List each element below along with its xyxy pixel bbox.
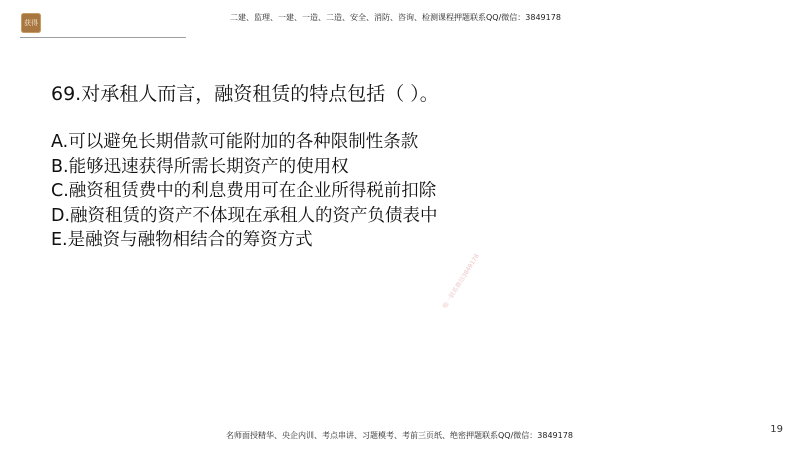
watermark: 唯一联系微信3849178 [441,252,481,310]
header-divider [20,37,186,38]
option-b: B.能够迅速获得所需长期资产的使用权 [51,156,349,177]
logo-text: 获得 [24,18,38,27]
brand-logo [21,13,41,33]
page-number: 19 [770,424,783,435]
footer-contact-text: 名师面授精华、央企内训、考点串讲、习题模考、考前三页纸、绝密押题联系QQ/微信：3849178 [226,431,573,440]
option-e: E.是融资与融物相结合的筹资方式 [51,230,313,250]
header-contact-text: 二建、监理、一建、一造、二造、安全、消防、咨询、检测课程押题联系QQ/微信：3849178 [230,13,561,22]
option-d: D.融资租赁的资产不体现在承租人的资产负债表中 [51,205,438,226]
answer-options-list [51,130,438,253]
option-a: A.可以避免长期借款可能附加的各种限制性条款 [51,132,419,152]
question-text: 69.对承租人而言，融资租赁的特点包括（ ）。 [51,83,439,105]
option-c: C.融资租赁费中的利息费用可在企业所得税前扣除 [51,181,437,201]
